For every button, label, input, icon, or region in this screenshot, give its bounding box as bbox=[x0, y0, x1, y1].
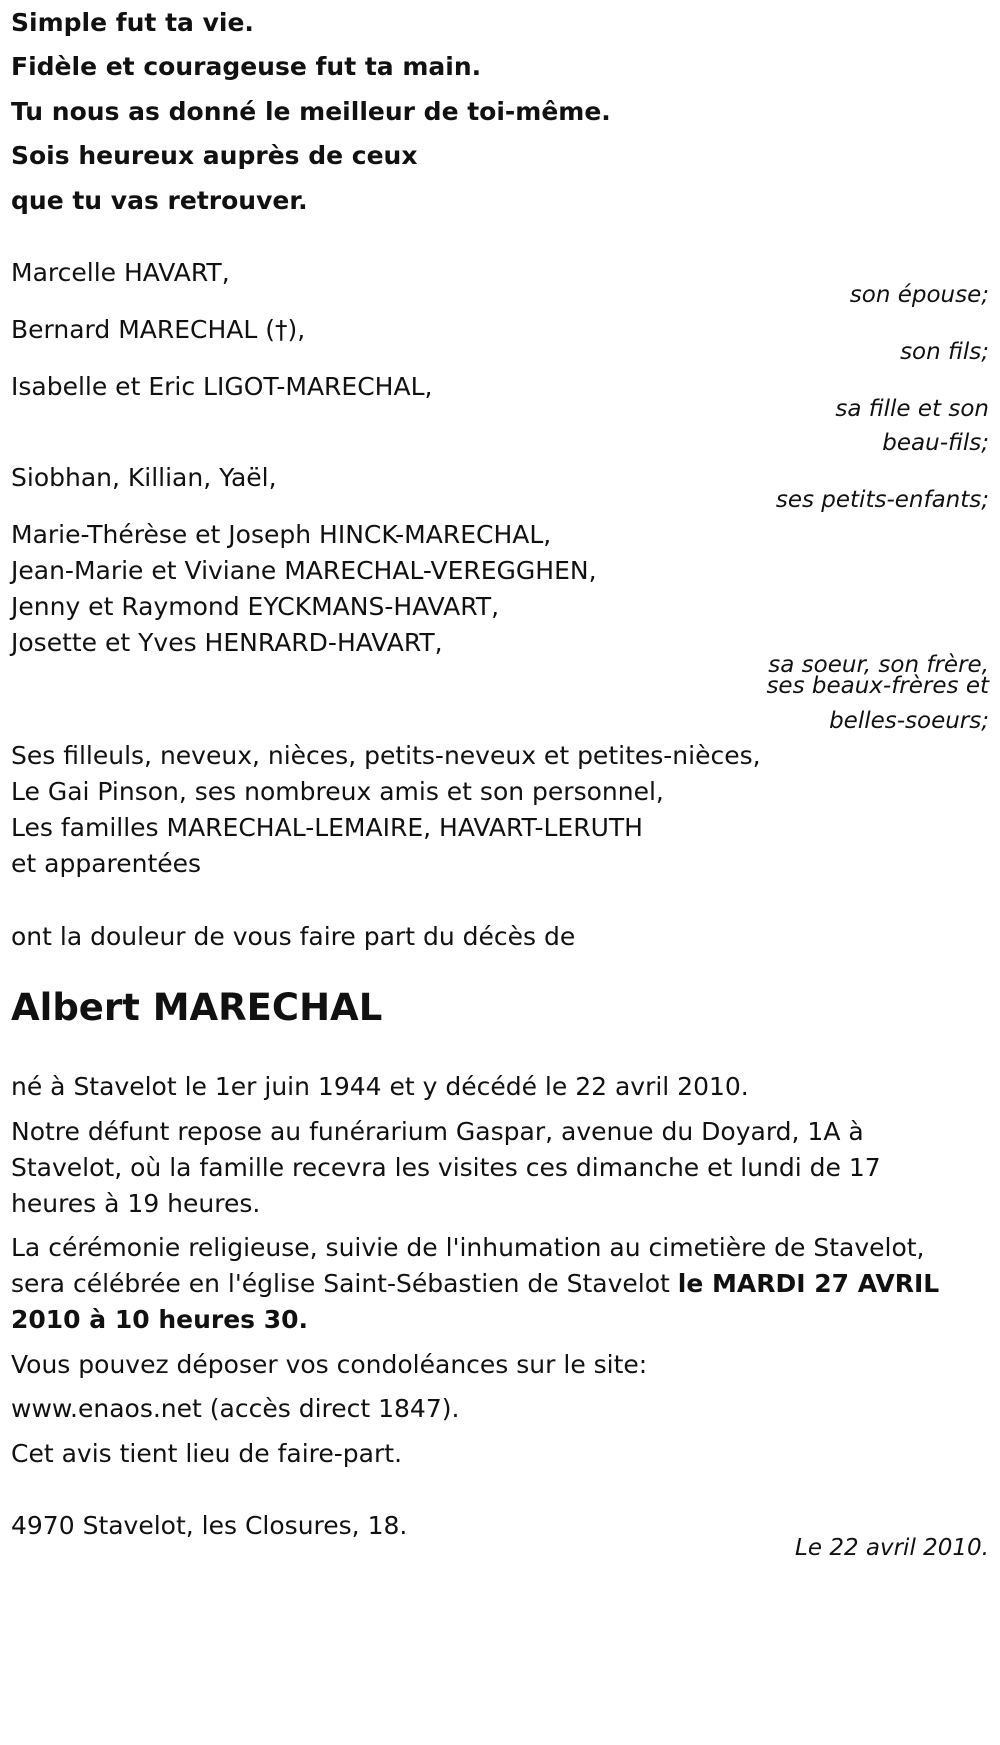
poem-line: Sois heureux auprès de ceux bbox=[11, 141, 418, 170]
son-name: Bernard MARECHAL (†), bbox=[11, 315, 306, 344]
rest-text: heures à 19 heures. bbox=[11, 1189, 261, 1218]
condolences-text: Vous pouvez déposer vos condoléances sur le site: bbox=[11, 1350, 648, 1379]
sibling-name: Marie-Thérèse et Joseph HINCK-MARECHAL, bbox=[11, 520, 552, 549]
poem-line: Fidèle et courageuse fut ta main. bbox=[11, 52, 482, 81]
address-text: 4970 Stavelot, les Closures, 18. bbox=[11, 1511, 408, 1540]
grandchildren-names: Siobhan, Killian, Yaël, bbox=[11, 463, 277, 492]
daughter-name: Isabelle et Eric LIGOT-MARECHAL, bbox=[11, 372, 433, 401]
birth-death-text: né à Stavelot le 1er juin 1944 et y décédé le 22 avril 2010. bbox=[11, 1072, 749, 1101]
condolences-link[interactable]: www.enaos.net (accès direct 1847). bbox=[11, 1394, 460, 1423]
other-relatives: Le Gai Pinson, ses nombreux amis et son personnel, bbox=[11, 777, 664, 806]
notice-text: Cet avis tient lieu de faire-part. bbox=[11, 1439, 403, 1468]
siblings-role: sa soeur, son frère, bbox=[768, 652, 989, 678]
spouse-name: Marcelle HAVART, bbox=[11, 258, 230, 287]
son-role: son fils; bbox=[900, 339, 989, 365]
siblings-role: belles-soeurs; bbox=[829, 708, 989, 734]
rest-text: Stavelot, où la famille recevra les visites ces dimanche et lundi de 17 bbox=[11, 1153, 881, 1182]
spouse-role: son épouse; bbox=[849, 282, 989, 308]
other-relatives: Ses filleuls, neveux, nièces, petits-neveux et petites-nièces, bbox=[11, 741, 761, 770]
ceremony-date: le MARDI 27 AVRIL bbox=[677, 1269, 940, 1298]
grandchildren-role: ses petits-enfants; bbox=[775, 487, 989, 513]
poem-line: que tu vas retrouver. bbox=[11, 186, 308, 215]
other-relatives: Les familles MARECHAL-LEMAIRE, HAVART-LERUTH bbox=[11, 813, 643, 842]
siblings-role: ses beaux-frères et bbox=[766, 673, 989, 699]
deceased-name: Albert MARECHAL bbox=[11, 986, 383, 1029]
daughter-role: sa fille et son bbox=[835, 396, 989, 422]
other-relatives: et apparentées bbox=[11, 849, 202, 878]
ceremony-text: La cérémonie religieuse, suivie de l'inhumation au cimetière de Stavelot, bbox=[11, 1233, 925, 1262]
daughter-role: beau-fils; bbox=[882, 430, 989, 456]
sibling-name: Josette et Yves HENRARD-HAVART, bbox=[11, 628, 443, 657]
ceremony-time: 2010 à 10 heures 30. bbox=[11, 1305, 309, 1334]
date-signature: Le 22 avril 2010. bbox=[795, 1535, 989, 1561]
poem-line: Simple fut ta vie. bbox=[11, 8, 254, 37]
poem-line: Tu nous as donné le meilleur de toi-même. bbox=[11, 97, 611, 126]
ceremony-text bbox=[11, 1305, 308, 1335]
sibling-name: Jenny et Raymond EYCKMANS-HAVART, bbox=[11, 592, 500, 621]
ceremony-text bbox=[11, 1269, 939, 1299]
ceremony-location: sera célébrée en l'église Saint-Sébastien de Stavelot bbox=[11, 1269, 678, 1298]
rest-text: Notre défunt repose au funérarium Gaspar, avenue du Doyard, 1A à bbox=[11, 1117, 864, 1146]
announcement-text: ont la douleur de vous faire part du décès de bbox=[11, 922, 576, 951]
sibling-name: Jean-Marie et Viviane MARECHAL-VEREGGHEN, bbox=[11, 556, 597, 585]
